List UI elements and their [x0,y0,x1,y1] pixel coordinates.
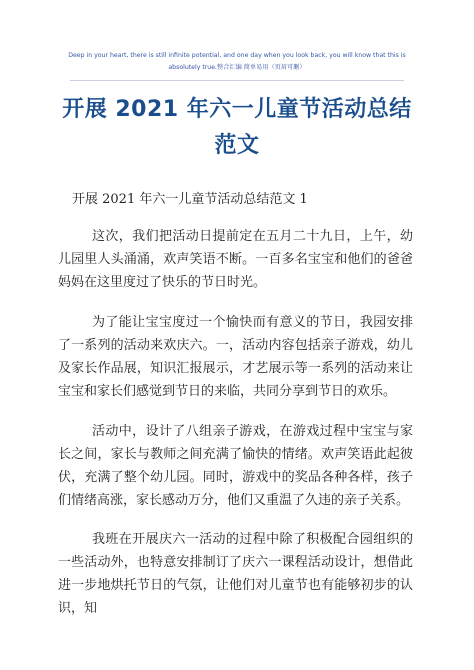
paragraph-3: 活动中，设计了八组亲子游戏，在游戏过程中宝宝与家长之间，家长与教师之间充满了愉快的情绪。欢声笑语此起彼伏，充满了整个幼儿园。同时，游戏中的奖品各种各样，孩子们情绪高涨，家长感动万分，他们又重温了久违的亲子关系。 [58,424,413,508]
paragraph-4: 我班在开展庆六一活动的过程中除了积极配合园组织的一些活动外，也特意安排制订了庆六一课程活动设计，想借此进一步地烘托节日的气氛，让他们对儿童节也有能够初步的认识，知 [58,532,413,616]
document-title: 开展 2021 年六一儿童节活动总结范文 [62,97,412,158]
header-tagline: Deep in your heart, there is still infinite potential, and one day when you look back, you will know that this is absolutely true.整合汇编 简单易用（页眉可删） [68,52,406,71]
header-divider [70,80,404,81]
paragraph-1: 这次，我们把活动日提前定在五月二十九日，上午，幼儿园里人头涌涌，欢声笑语不断。一百多名宝宝和他们的爸爸妈妈在这里度过了快乐的节日时光。 [58,229,413,290]
paragraph-2: 为了能让宝宝度过一个愉快而有意义的节日，我园安排了一系列的活动来欢庆六。一，活动内容包括亲子游戏，幼儿及家长作品展，知识汇报展示，才艺展示等一系列的活动来让宝宝和家长们感觉到节日的来临，共同分享到节日的欢乐。 [58,315,413,399]
section-title: 开展 2021 年六一儿童节活动总结范文 1 [72,192,308,207]
